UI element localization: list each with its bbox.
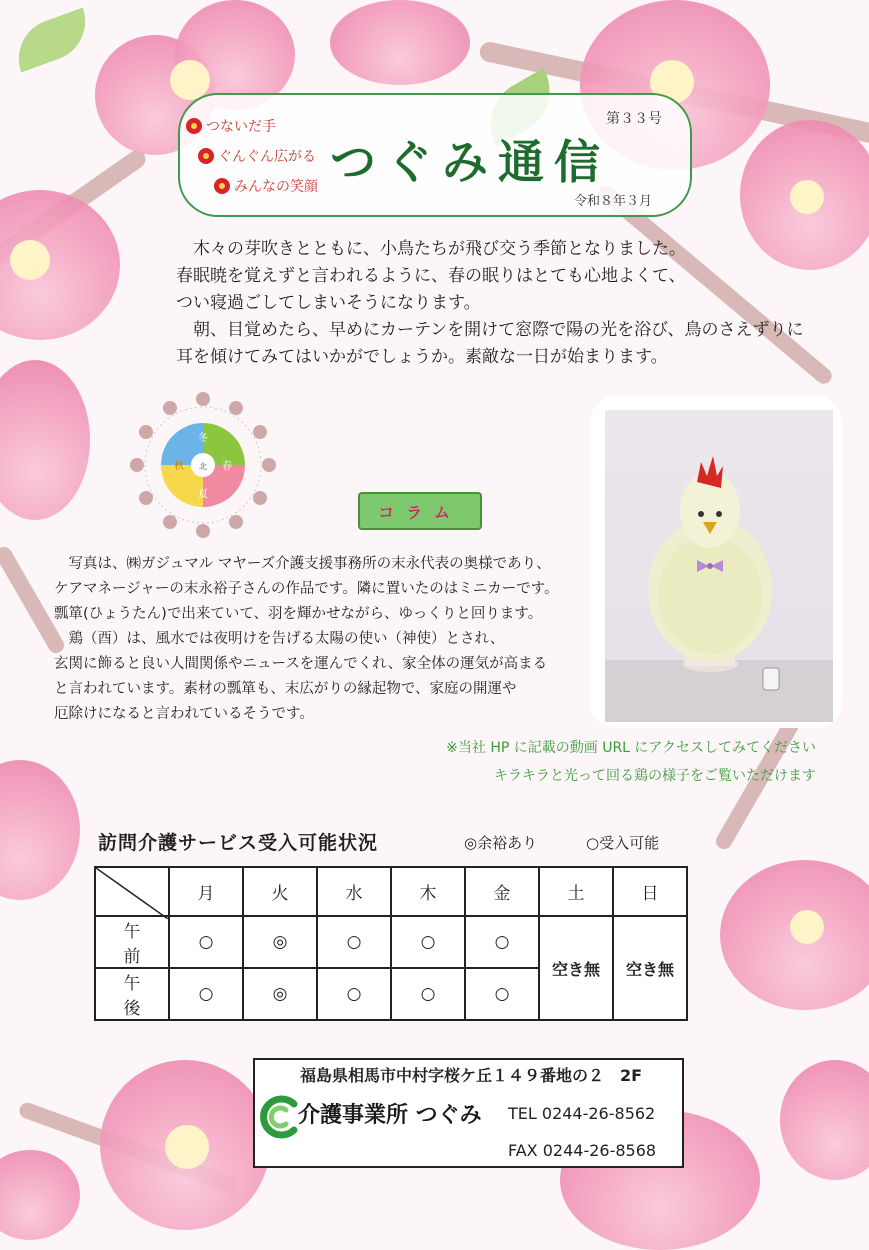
newsletter-title: つぐみ通信	[330, 135, 610, 189]
legend-available: ○受入可能	[586, 834, 660, 852]
issue-date: 令和８年３月	[574, 194, 653, 209]
wheel-autumn: 秋	[174, 461, 184, 472]
article-line: ケアマネージャーの末永裕子さんの作品です。隣に置いたのはミニカーです。	[54, 581, 559, 597]
column-label: コラム	[378, 502, 462, 522]
row-label: 午後	[95, 968, 169, 1020]
plum-flower-icon	[186, 118, 202, 134]
saturday-status: 空き無	[539, 916, 613, 1020]
article-line: 鶏（酉）は、風水では夜明けを告げる太陽の使い（神使）とされ、	[54, 631, 505, 647]
day-header: 日	[613, 867, 687, 916]
article-line: 写真は、㈱ガジュマル マヤーズ介護支援事務所の末永代表の奥様であり、	[54, 556, 551, 572]
wheel-center: 北	[199, 462, 207, 471]
table-cell: ○	[465, 916, 539, 968]
table-row	[95, 916, 687, 968]
table-cell: ◎	[243, 968, 317, 1020]
zodiac-wheel-illustration	[118, 390, 288, 540]
slogan-3: みんなの笑顔	[234, 179, 318, 195]
day-header: 土	[539, 867, 613, 916]
company-name: 介護事業所 つぐみ	[298, 1103, 482, 1128]
company-logo	[258, 1092, 300, 1146]
table-cell: ○	[465, 968, 539, 1020]
article-line: 瓢箪(ひょうたん)で出来ていて、羽を輝かせながら、ゆっくりと回ります。	[54, 606, 543, 622]
article-line: と言われています。素材の瓢箪も、末広がりの縁起物で、家庭の開運や	[54, 681, 517, 697]
gourd-rooster-photo	[605, 410, 833, 722]
intro-line: 耳を傾けてみてはいかがでしょうか。素敵な一日が始まります。	[176, 347, 668, 367]
slogan-2: ぐんぐん広がる	[218, 149, 316, 165]
day-header: 金	[465, 867, 539, 916]
table-cell: ○	[169, 916, 243, 968]
wheel-spring: 春	[222, 461, 232, 472]
notice-line-1: ※当社 HP に記載の動画 URL にアクセスしてみてください	[446, 740, 816, 756]
table-cell: ○	[317, 968, 391, 1020]
row-label: 午前	[95, 916, 169, 968]
day-header: 水	[317, 867, 391, 916]
slogan-1: つないだ手	[206, 119, 276, 135]
service-title: 訪問介護サービス受入可能状況	[98, 832, 379, 854]
day-header: 木	[391, 867, 465, 916]
column-article	[54, 552, 594, 727]
telephone: TEL 0244-26-8562	[508, 1104, 656, 1123]
table-header-row	[95, 867, 687, 916]
table-cell: ○	[169, 968, 243, 1020]
plum-flower-icon	[198, 148, 214, 164]
day-header: 火	[243, 867, 317, 916]
table-cell: ○	[391, 968, 465, 1020]
intro-line: 木々の芽吹きとともに、小鳥たちが飛び交う季節となりました。	[176, 239, 686, 259]
intro-text	[176, 236, 836, 371]
address: 福島県相馬市中村字桜ケ丘１４９番地の２ 2F	[300, 1066, 643, 1085]
column-banner	[358, 492, 482, 530]
wheel-winter: 冬	[198, 433, 208, 444]
corner-cell	[95, 867, 169, 916]
issue-number: 第３３号	[606, 111, 662, 127]
day-header: 月	[169, 867, 243, 916]
article-line: 玄関に飾ると良い人間関係やニュースを運んでくれ、家全体の運気が高まる	[54, 656, 548, 672]
intro-line: つい寝過ごしてしまいそうになります。	[176, 293, 481, 313]
intro-line: 朝、目覚めたら、早めにカーテンを開けて窓際で陽の光を浴び、鳥のさえずりに	[176, 320, 804, 340]
article-line: 厄除けになると言われているそうです。	[54, 706, 314, 722]
slogan-block	[186, 116, 318, 196]
notice-line-2: キラキラと光って回る鶏の様子をご覧いただけます	[494, 768, 816, 784]
legend-plenty: ◎余裕あり	[464, 834, 538, 852]
availability-table	[94, 866, 688, 1021]
fax: FAX 0244-26-8568	[508, 1141, 657, 1160]
intro-line: 春眠暁を覚えずと言われるように、春の眠りはとても心地よくて、	[176, 266, 686, 286]
table-cell: ◎	[243, 916, 317, 968]
table-cell: ○	[317, 916, 391, 968]
wheel-summer: 夏	[198, 489, 208, 500]
video-notice	[360, 734, 816, 790]
sunday-status: 空き無	[613, 916, 687, 1020]
plum-flower-icon	[214, 178, 230, 194]
table-cell: ○	[391, 916, 465, 968]
